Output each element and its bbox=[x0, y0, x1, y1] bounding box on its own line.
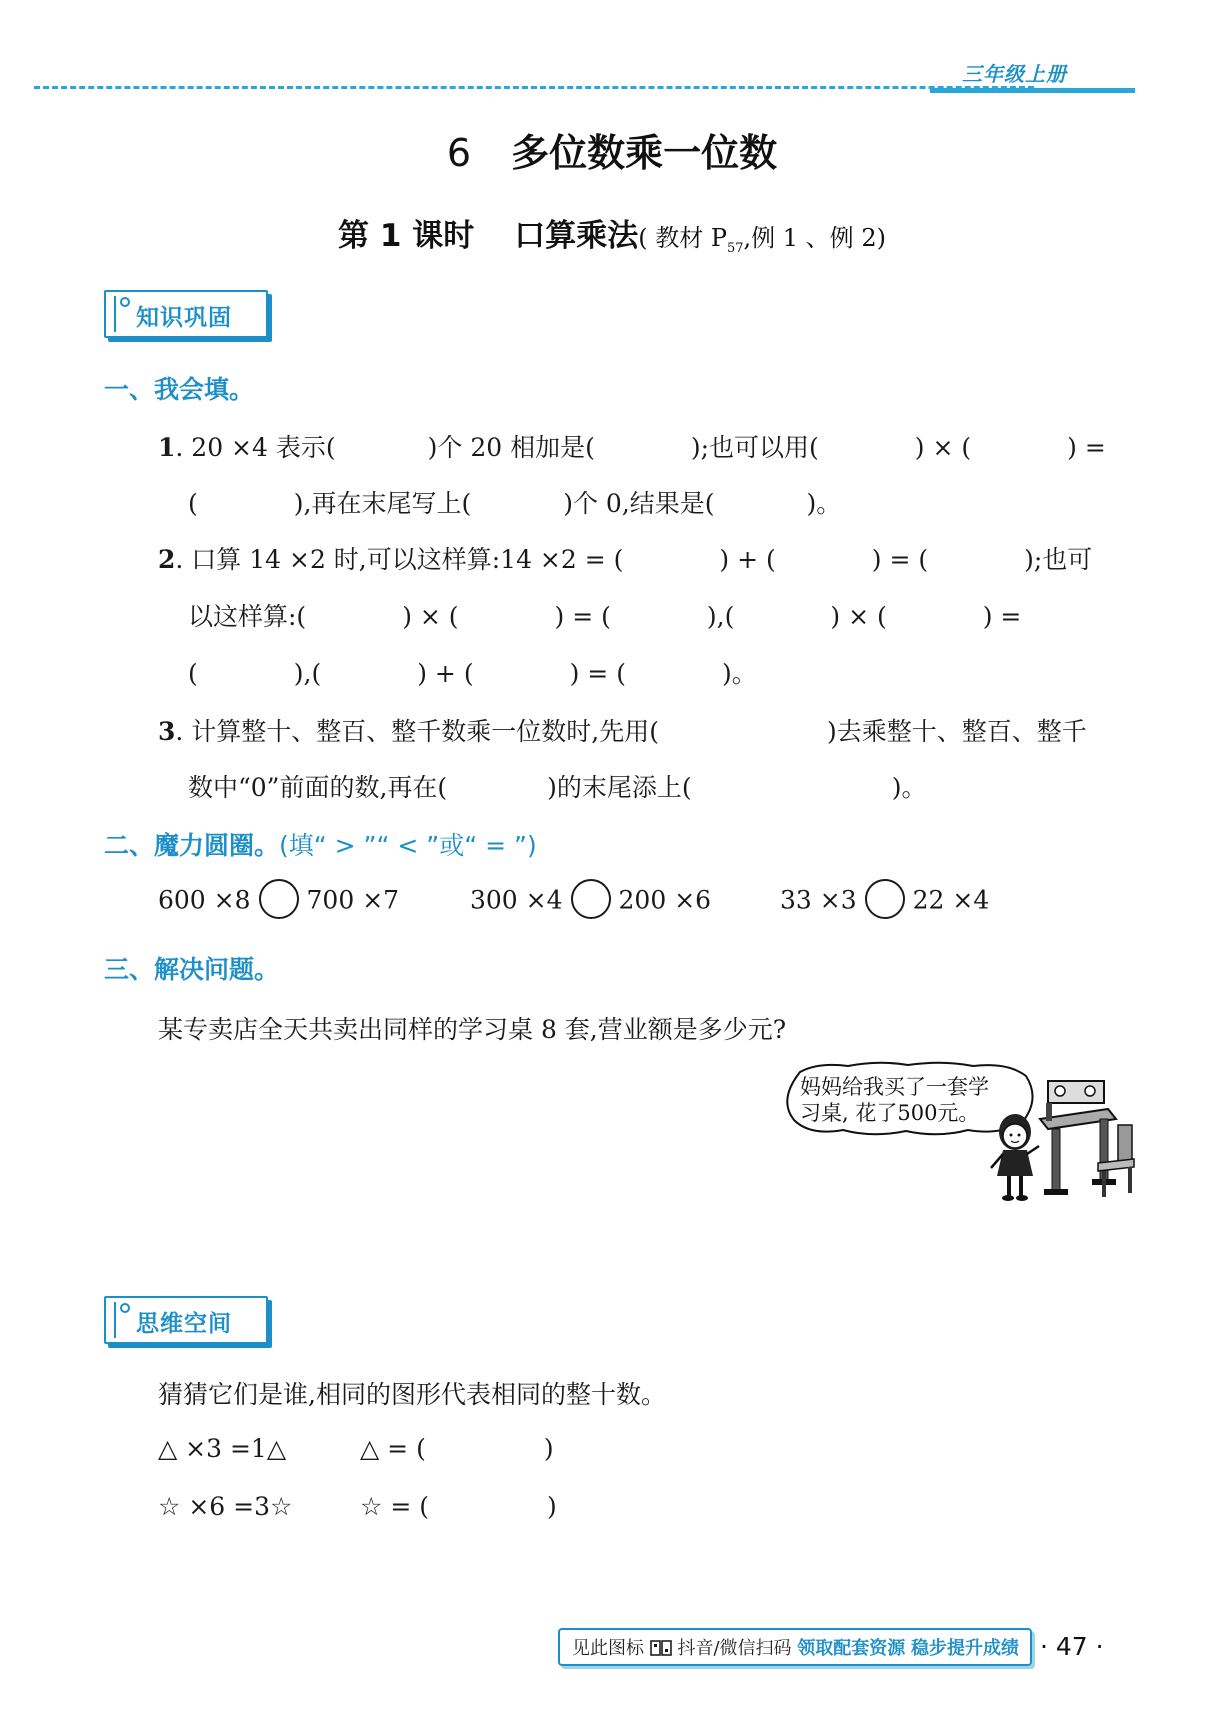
part2-heading: 二、魔力圆圈。(填“ > ”“ < ”或“ = ”) bbox=[104, 831, 537, 860]
thinking-intro: 猜猜它们是谁,相同的图形代表相同的整十数。 bbox=[158, 1380, 666, 1409]
problem-text: 某专卖店全天共卖出同样的学习桌 8 套,营业额是多少元? bbox=[158, 1015, 787, 1044]
part3-heading: 三、解决问题。 bbox=[104, 955, 280, 984]
header-dashed-rule bbox=[34, 86, 1034, 89]
desk-illustration bbox=[1038, 1075, 1138, 1205]
compare-item-1: 600 ×8 700 ×7 bbox=[158, 882, 399, 922]
lesson-title bbox=[0, 210, 1224, 256]
lesson-topic: 口算乘法 bbox=[514, 218, 639, 254]
section-box-thinking: 思维空间 bbox=[104, 1296, 268, 1344]
part1-heading: 一、我会填。 bbox=[104, 375, 255, 404]
grade-label: 三年级上册 bbox=[962, 62, 1067, 86]
circle-icon bbox=[120, 297, 130, 307]
compare-item-3: 33 ×3 22 ×4 bbox=[780, 882, 989, 922]
q1-line2: ( ),再在末尾写上( )个 0,结果是( )。 bbox=[188, 489, 842, 518]
chapter-name: 多位数乘一位数 bbox=[511, 131, 778, 175]
triangle-answer: △ = ( ) bbox=[360, 1434, 554, 1463]
answer-circle[interactable] bbox=[259, 879, 299, 919]
chapter-number: 6 bbox=[446, 131, 472, 175]
girl-illustration bbox=[985, 1110, 1045, 1206]
star-equation: ☆ ×6 =3☆ bbox=[158, 1492, 293, 1521]
q3-line2: 数中“0”前面的数,再在( )的末尾添上( )。 bbox=[188, 773, 927, 802]
part2-hint: (填“ > ”“ < ”或“ = ”) bbox=[279, 831, 537, 860]
chapter-title bbox=[0, 122, 1224, 177]
q2-line2: 以这样算:( ) × ( ) = ( ),( ) × ( ) = bbox=[188, 602, 1022, 631]
bubble-text: 妈妈给我买了一套学 习桌, 花了500元。 bbox=[800, 1075, 989, 1125]
answer-circle[interactable] bbox=[571, 879, 611, 919]
circle-icon bbox=[120, 1303, 130, 1313]
q3-line1: 3. 计算整十、整百、整千数乘一位数时,先用( )去乘整十、整百、整千 bbox=[158, 717, 1087, 746]
section-box-consolidate: 知识巩固 bbox=[104, 290, 268, 338]
lesson-name: 第 1 课时 bbox=[338, 218, 475, 254]
q2-line1: 2. 口算 14 ×2 时,可以这样算:14 ×2 = ( ) + ( ) = ( );也可 bbox=[158, 545, 1093, 574]
textbook-reference: ( 教材 $P_{57}$,例 1 、例 2) bbox=[638, 224, 886, 256]
page-number: · 47 · bbox=[1040, 1632, 1104, 1661]
star-answer: ☆ = ( ) bbox=[360, 1492, 557, 1521]
compare-item-2: 300 ×4 200 ×6 bbox=[470, 882, 711, 922]
footer-text: 见此图标 抖音/微信扫码 领取配套资源 稳步提升成绩 bbox=[572, 1638, 1020, 1659]
header-solid-rule bbox=[930, 88, 1135, 93]
answer-circle[interactable] bbox=[865, 879, 905, 919]
q2-line3: ( ),( ) + ( ) = ( )。 bbox=[188, 659, 757, 688]
triangle-equation: △ ×3 =1△ bbox=[158, 1434, 287, 1463]
q1-line1: 1. 20 ×4 表示( )个 20 相加是( );也可以用( ) × ( ) = bbox=[158, 433, 1106, 462]
qr-scan-icon bbox=[650, 1640, 672, 1656]
